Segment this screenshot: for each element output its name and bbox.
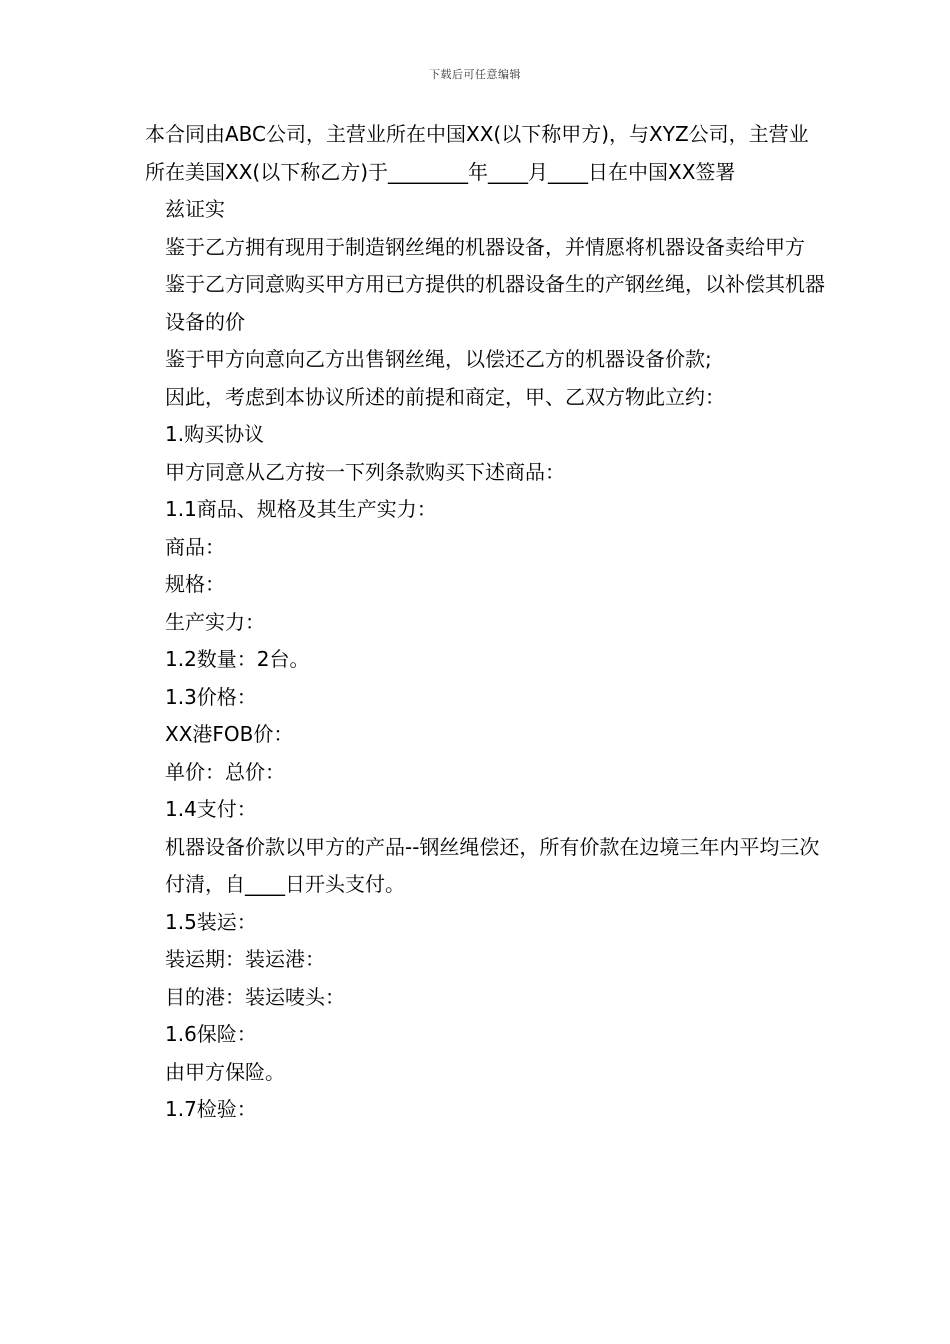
contract-paragraph: 1.6保险： bbox=[165, 1022, 257, 1046]
contract-paragraph: XX港FOB价： bbox=[165, 722, 294, 746]
contract-paragraph: 1.5装运： bbox=[165, 909, 257, 934]
contract-paragraph: 1.2数量：2台。 bbox=[165, 647, 310, 671]
contract-paragraph: 装运期：装运港： bbox=[165, 947, 325, 971]
contract-paragraph: 1.1商品、规格及其生产实力： bbox=[165, 497, 437, 521]
contract-paragraph: 1.购买协议 bbox=[165, 422, 265, 446]
contract-paragraph: 鉴于甲方向意向乙方出售钢丝绳，以偿还乙方的机器设备价款; bbox=[165, 347, 712, 371]
contract-paragraph: 鉴于乙方拥有现用于制造钢丝绳的机器设备，并情愿将机器设备卖给甲方 bbox=[165, 234, 805, 259]
contract-paragraph: 生产实力： bbox=[165, 609, 265, 634]
contract-paragraph: 兹证实 bbox=[165, 197, 225, 221]
contract-paragraph: 1.7检验： bbox=[165, 1097, 257, 1121]
contract-paragraph: 单价：总价： bbox=[165, 759, 285, 784]
contract-paragraph: 鉴于乙方同意购买甲方用已方提供的机器设备生的产钢丝绳，以补偿其机器设备的价 bbox=[165, 272, 825, 334]
page-header: 下载后可任意编辑 bbox=[429, 68, 521, 81]
contract-paragraph: 规格： bbox=[165, 572, 225, 596]
contract-paragraph: 因此，考虑到本协议所述的前提和商定，甲、乙双方物此立约： bbox=[165, 384, 725, 409]
contract-paragraph: 由甲方保险。 bbox=[165, 1059, 285, 1084]
contract-body bbox=[145, 116, 825, 1129]
contract-paragraph: 目的港：装运唛头： bbox=[165, 984, 345, 1009]
contract-paragraph: 商品： bbox=[165, 534, 225, 559]
contract-paragraph: 1.3价格： bbox=[165, 684, 257, 709]
contract-paragraph: 本合同由ABC公司，主营业所在中国XX(以下称甲方)，与XYZ公司，主营业所在美国XX(以下称乙方)于________年____月____日在中国XX签署 bbox=[145, 122, 809, 184]
contract-paragraph: 机器设备价款以甲方的产品--钢丝绳偿还，所有价款在边境三年内平均三次付清，自____日开头支付。 bbox=[165, 834, 820, 896]
contract-paragraph: 甲方同意从乙方按一下列条款购买下述商品： bbox=[165, 459, 565, 484]
contract-paragraph: 1.4支付： bbox=[165, 797, 257, 821]
